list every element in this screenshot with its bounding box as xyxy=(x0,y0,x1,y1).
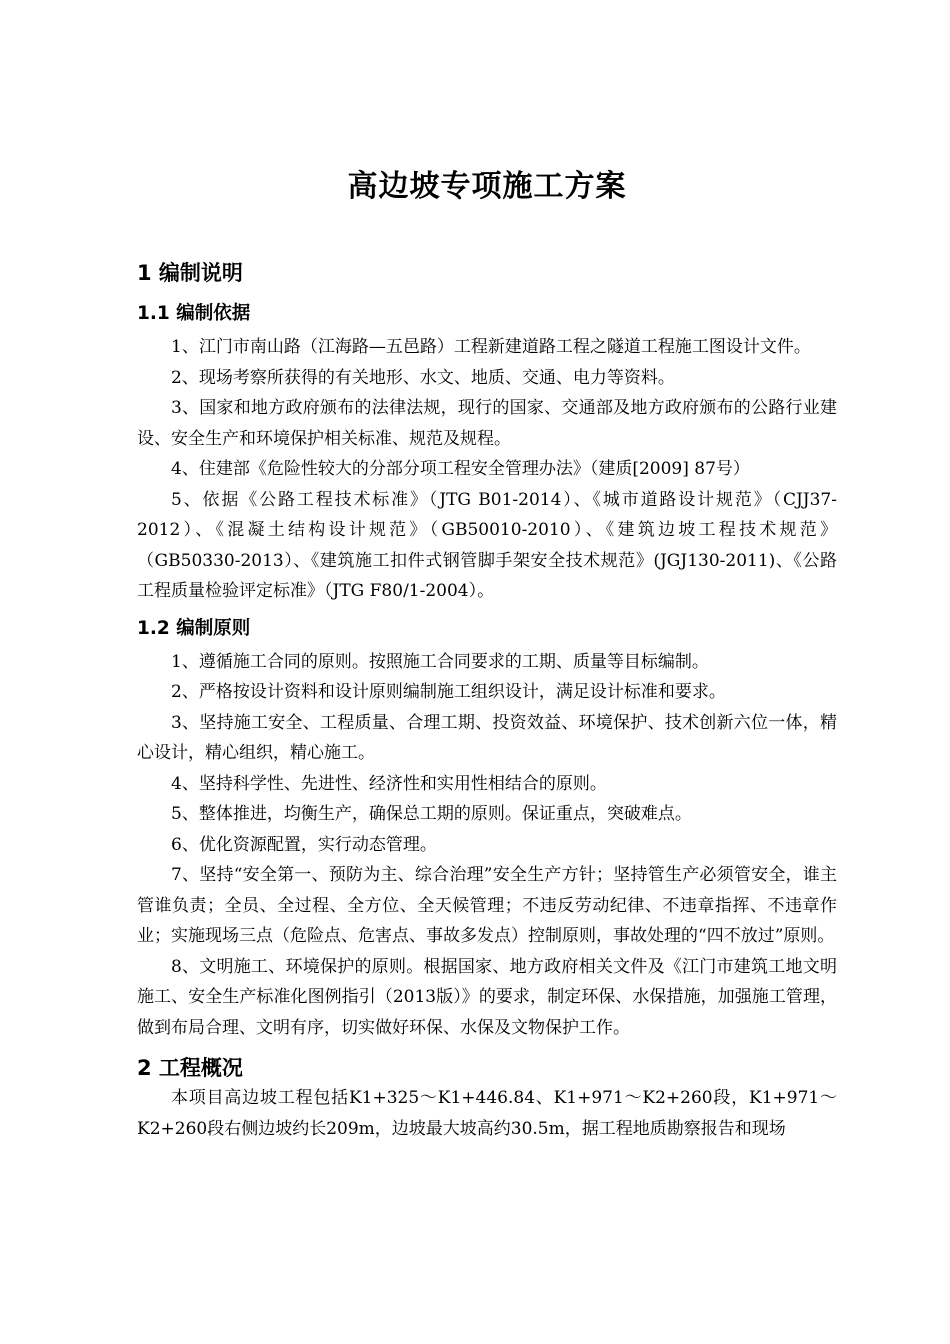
document-title: 高边坡专项施工方案 xyxy=(347,169,627,204)
paragraph: 5、整体推进，均衡生产，确保总工期的原则。保证重点，突破难点。 xyxy=(171,804,692,824)
paragraph: 1、遵循施工合同的原则。按照施工合同要求的工期、质量等目标编制。 xyxy=(171,651,709,672)
paragraph: 6、优化资源配置，实行动态管理。 xyxy=(171,834,437,855)
paragraph: 2、现场考察所获得的有关地形、水文、地质、交通、电力等资料。 xyxy=(171,367,675,388)
section-heading-2: 2 工程概况 xyxy=(137,1056,243,1080)
paragraph: 4、坚持科学性、先进性、经济性和实用性相结合的原则。 xyxy=(171,773,607,794)
paragraph: 3、坚持施工安全、工程质量、合理工期、投资效益、环境保护、技术创新六位一体，精心设计，精心组织，精心施工。 xyxy=(137,712,837,763)
subsection-heading-1-1: 1.1 编制依据 xyxy=(137,303,251,324)
paragraph: 5、依据《公路工程技术标准》（JTG B01-2014）、《城市道路设计规范》（CJJ37-2012）、《混凝土结构设计规范》（GB50010-2010）、《建筑边坡工程技术规范》（GB50330-2013）、《建筑施工扣件式钢管脚手架安全技术规范》(JGJ130-2011)、《公路工程质量检验评定标准》（JTG F80/1-2004）。 xyxy=(137,489,837,601)
subsection-heading-1-2: 1.2 编制原则 xyxy=(137,617,251,639)
paragraph: 本项目高边坡工程包括K1+325～K1+446.84、K1+971～K2+260段，K1+971～K2+260段右侧边坡约长209m，边坡最大坡高约30.5m，据工程地质勘察报告和现场 xyxy=(137,1088,837,1139)
paragraph: 7、坚持“安全第一、预防为主、综合治理”安全生产方针；坚持管生产必须管安全，谁主管谁负责；全员、全过程、全方位、全天候管理；不违反劳动纪律、不违章指挥、不违章作业；实施现场三点（危险点、危害点、事故多发点）控制原则，事故处理的“四不放过”原则。 xyxy=(137,865,837,946)
paragraph: 8、文明施工、环境保护的原则。根据国家、地方政府相关文件及《江门市建筑工地文明施工、安全生产标准化图例指引（2013版）》的要求，制定环保、水保措施，加强施工管理，做到布局合理、文明有序，切实做好环保、水保及文物保护工作。 xyxy=(137,956,837,1038)
document-content xyxy=(137,162,837,1144)
paragraph: 3、国家和地方政府颁布的法律法规，现行的国家、交通部及地方政府颁布的公路行业建设、安全生产和环境保护相关标准、规范及规程。 xyxy=(137,398,837,449)
paragraph: 2、严格按设计资料和设计原则编制施工组织设计，满足设计标准和要求。 xyxy=(171,682,726,702)
paragraph: 4、住建部《危险性较大的分部分项工程安全管理办法》（建质[2009] 87号） xyxy=(171,459,750,479)
paragraph: 1、江门市南山路（江海路—五邑路）工程新建道路工程之隧道工程施工图设计文件。 xyxy=(171,337,811,357)
section-heading-1: 1 编制说明 xyxy=(137,261,243,285)
